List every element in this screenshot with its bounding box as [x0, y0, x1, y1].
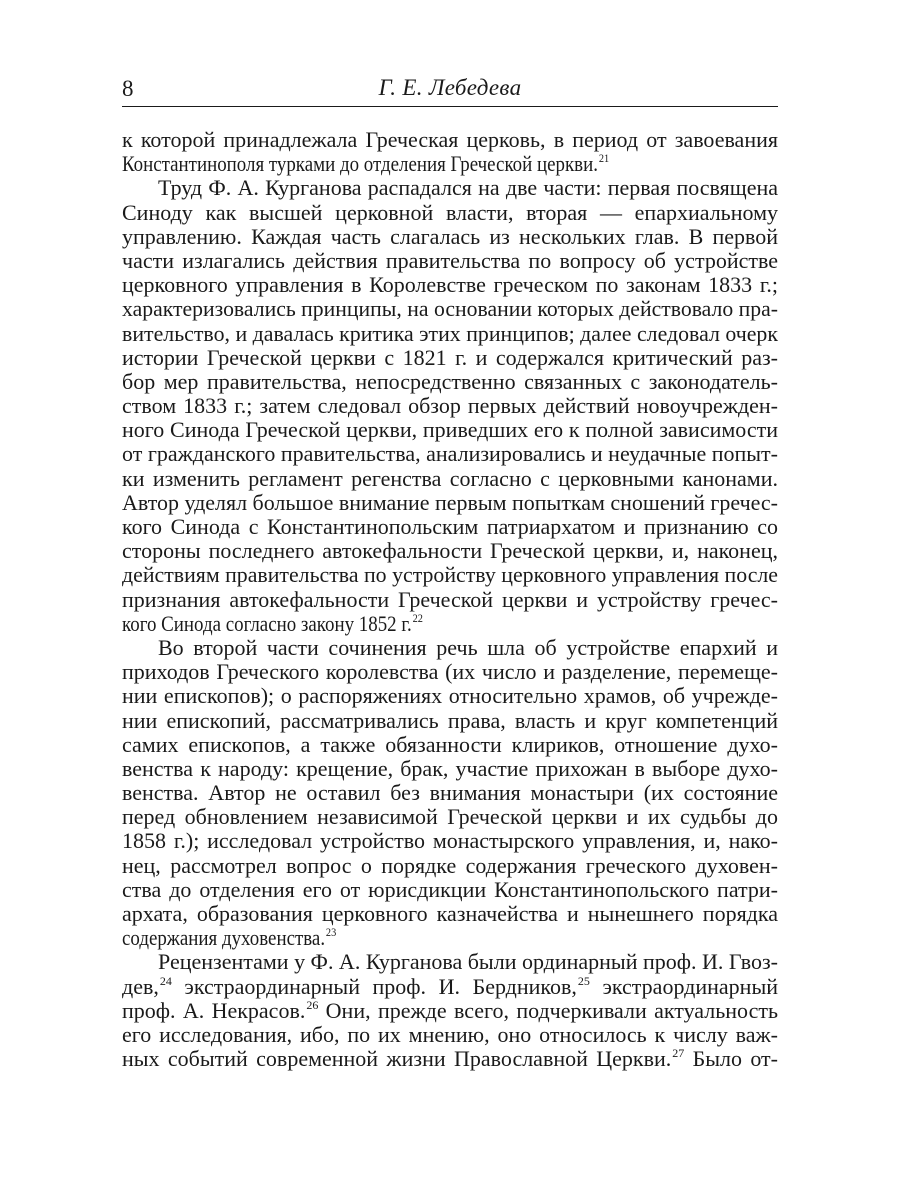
text-line	[122, 999, 778, 1023]
header-rule-divider	[122, 106, 778, 107]
text-line-content	[122, 418, 778, 442]
text-line-content	[122, 709, 778, 733]
text-line-content	[122, 829, 778, 853]
text-line	[122, 491, 778, 515]
text-line-content	[158, 636, 778, 660]
text-line-content	[122, 684, 778, 708]
text-line	[122, 176, 778, 200]
text-line-content	[122, 660, 778, 684]
text-line-content	[122, 370, 778, 394]
text-line-content	[122, 515, 778, 539]
text-line	[122, 975, 778, 999]
text-line	[122, 515, 778, 539]
text-line-content	[122, 152, 609, 176]
text-line	[122, 249, 778, 273]
text-line	[122, 805, 778, 829]
text-line-content	[122, 1047, 778, 1071]
text-line-content	[122, 225, 778, 249]
text-line-content	[122, 563, 778, 587]
text-line	[122, 297, 778, 321]
text-line-content	[122, 878, 778, 902]
text-line-content	[122, 273, 778, 297]
text-line	[122, 273, 778, 297]
text-run: ного Синода Греческой церкви, приведших его к полной зависимости	[122, 417, 778, 443]
text-run: нец, рассмотрел вопрос о порядке содержания греческого духовен-	[122, 852, 778, 878]
footnote-reference[interactable]: 26	[306, 997, 319, 1012]
text-line	[122, 660, 778, 684]
text-line	[122, 854, 778, 878]
page-number: 8	[122, 76, 134, 101]
text-line-content	[122, 346, 778, 370]
text-run: кого Синода с Константинопольским патриархатом и признанию со	[122, 514, 778, 539]
text-line-content	[122, 491, 778, 515]
text-run: 1858 г.); исследовал устройство монастырского управления, и, нако-	[122, 828, 778, 854]
text-line	[122, 902, 778, 926]
text-run: истории Греческой церкви с 1821 г. и содержался критический раз-	[122, 344, 778, 370]
text-run: кого Синода согласно закону 1852 г.	[122, 610, 412, 636]
text-line-content	[122, 539, 778, 563]
text-line	[122, 612, 778, 636]
text-run: венства к народу: крещение, брак, участие прихожан в выборе духо-	[122, 755, 778, 781]
text-line	[122, 418, 778, 442]
text-run: Труд Ф. А. Курганова распадался на две части: первая посвящена	[158, 175, 778, 201]
text-line	[122, 1023, 778, 1047]
paragraph	[122, 950, 778, 1071]
text-line-content	[122, 297, 778, 321]
text-line-content	[122, 322, 778, 346]
text-run: Рецензентами у Ф. А. Курганова были ординарный проф. И. Гвоз-	[158, 949, 778, 975]
text-line	[122, 563, 778, 587]
text-run: признания автокефальности Греческой церкви и устройству гречес-	[122, 586, 778, 612]
text-line	[122, 225, 778, 249]
text-line	[122, 757, 778, 781]
text-line-content	[122, 128, 778, 152]
text-line	[122, 733, 778, 757]
text-run: самих епископов, а также обязанности клириков, отношение духо-	[122, 731, 778, 757]
text-run: его исследования, ибо, по их мнению, оно относилось к числу важ-	[122, 1021, 778, 1047]
text-run: ства до отделения его от юрисдикции Константинопольского патри-	[122, 876, 778, 902]
paragraph	[122, 128, 778, 176]
text-line	[122, 394, 778, 418]
text-line	[122, 467, 778, 491]
text-line-content	[122, 733, 778, 757]
text-line-content	[122, 975, 778, 999]
paragraph	[122, 636, 778, 950]
footnote-reference[interactable]: 22	[412, 610, 423, 625]
text-run: части излагались действия правительства по вопросу об устройстве	[122, 247, 778, 273]
text-run: ных событий современной жизни Православной Церкви.	[122, 1046, 672, 1072]
text-run: действиям правительства по устройству церковного управления после	[122, 562, 778, 588]
text-line-content	[122, 442, 778, 466]
text-line	[122, 709, 778, 733]
paragraph	[122, 176, 778, 636]
text-run: нии епископий, рассматривались права, власть и круг компетенций	[122, 707, 778, 733]
text-run: Было от-	[684, 1046, 778, 1072]
text-run: бор мер правительства, непосредственно связанных с законодатель-	[122, 368, 778, 394]
text-line	[122, 201, 778, 225]
text-line	[122, 636, 778, 660]
text-run: характеризовались принципы, на основании которых действовало пра-	[122, 296, 778, 322]
footnote-reference[interactable]: 24	[159, 973, 172, 988]
text-line	[122, 950, 778, 974]
text-line	[122, 346, 778, 370]
text-line-content	[122, 805, 778, 829]
text-line-content	[158, 176, 778, 200]
footnote-reference[interactable]: 23	[325, 925, 337, 940]
text-line-content	[122, 612, 423, 636]
text-line-content	[122, 249, 778, 273]
text-line-content	[122, 902, 778, 926]
text-line-content	[122, 781, 778, 805]
text-line	[122, 926, 778, 950]
body-text	[122, 128, 778, 1071]
text-run: венства. Автор не оставил без внимания монастыри (их состояние	[122, 780, 778, 806]
footnote-reference[interactable]: 21	[598, 151, 610, 166]
text-line	[122, 1047, 778, 1071]
text-run: Синоду как высшей церковной власти, вторая — епархиальному	[122, 199, 778, 225]
text-line-content	[122, 394, 778, 418]
text-run: нии епископов); о распоряжениях относительно храмов, об учрежде-	[122, 683, 778, 709]
text-line-content	[122, 926, 336, 950]
text-run: Автор уделял большое внимание первым попыткам сношений гречес-	[122, 489, 778, 515]
text-line-content	[122, 588, 778, 612]
text-line	[122, 781, 778, 805]
text-run: церковного управления в Королевстве греческом по законам 1833 г.;	[122, 272, 778, 298]
text-run: экстраординарный	[589, 973, 778, 999]
text-run: приходов Греческого королевства (их число и разделение, перемеще-	[122, 659, 778, 685]
text-run: ством 1833 г.; затем следовал обзор первых действий новоучрежден-	[122, 393, 778, 419]
text-run: Они, прежде всего, подчеркивали актуальность	[318, 997, 778, 1023]
running-title-author: Г. Е. Лебедева	[378, 75, 522, 100]
text-line	[122, 442, 778, 466]
text-line	[122, 370, 778, 394]
text-line-content	[122, 999, 778, 1023]
text-run: к которой принадлежала Греческая церковь, в период от завоевания	[122, 127, 778, 152]
text-line	[122, 539, 778, 563]
text-run: перед обновлением независимой Греческой церкви и их судьбы до	[122, 804, 778, 830]
text-run: содержания духовенства.	[122, 925, 326, 951]
book-page	[122, 0, 778, 1200]
text-run: Во второй части сочинения речь шла об устройстве епархий и	[158, 634, 778, 660]
text-run: вительство, и давалась критика этих принципов; далее следовал очерк	[122, 320, 778, 346]
text-run: стороны последнего автокефальности Греческой церкви, и, наконец,	[122, 538, 778, 564]
text-line-content	[122, 467, 778, 491]
footnote-reference[interactable]: 27	[672, 1046, 685, 1061]
text-line-content	[122, 201, 778, 225]
text-run: дев,	[122, 973, 159, 999]
text-line-content	[158, 950, 778, 974]
text-line-content	[122, 1023, 778, 1047]
text-run: проф. А. Некрасов.	[122, 997, 306, 1023]
text-line-content	[122, 757, 778, 781]
text-run: экстраординарный проф. И. Бердников,	[171, 973, 577, 999]
text-line	[122, 829, 778, 853]
text-line	[122, 684, 778, 708]
text-run: ки изменить регламент регенства согласно с церковными канонами.	[122, 465, 778, 491]
text-line	[122, 588, 778, 612]
text-run: управлению. Каждая часть слагалась из нескольких глав. В первой	[122, 223, 778, 249]
text-run: архата, образования церковного казначейства и нынешнего порядка	[122, 901, 778, 926]
text-line-content	[122, 854, 778, 878]
running-head	[122, 72, 778, 106]
text-line	[122, 322, 778, 346]
text-run: от гражданского правительства, анализировались и неудачные попыт-	[122, 441, 778, 467]
footnote-reference[interactable]: 25	[577, 973, 590, 988]
text-line	[122, 878, 778, 902]
text-run: Константинополя турками до отделения Греческой церкви.	[122, 151, 598, 177]
text-line	[122, 128, 778, 152]
text-line	[122, 152, 778, 176]
